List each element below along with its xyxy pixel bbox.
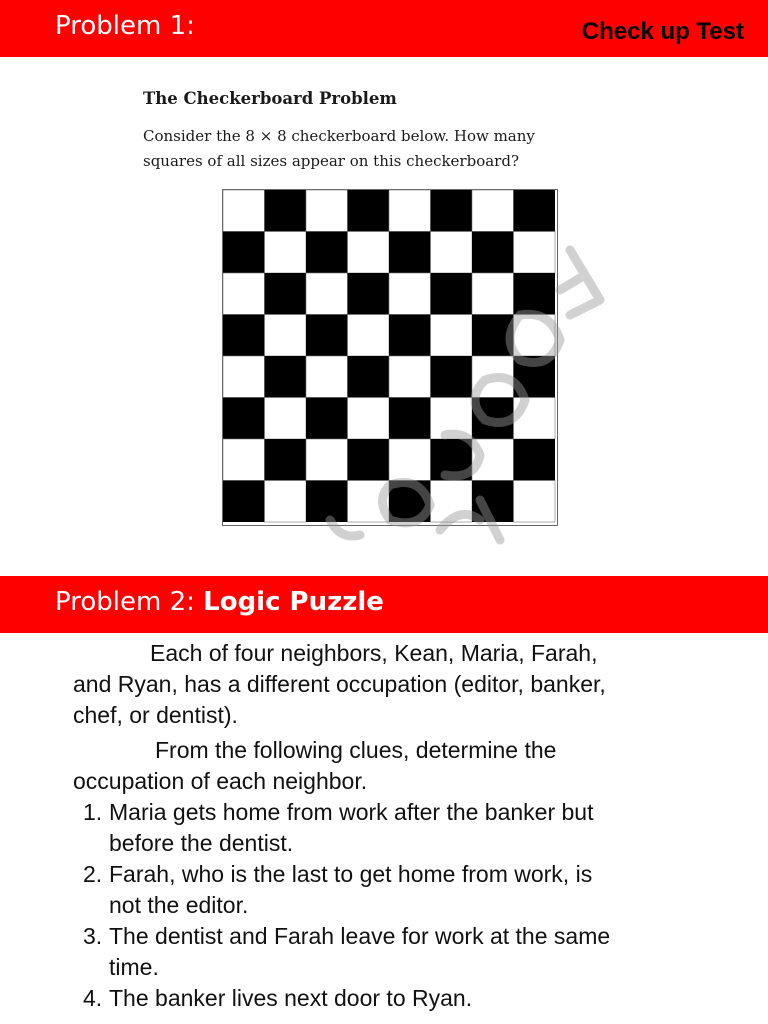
board-square-light [265,481,307,523]
board-square-dark [472,398,514,440]
clue-item [83,797,723,859]
clue-line: The dentist and Farah leave for work at the same [109,923,611,949]
clue-line: Maria gets home from work after the banker but [109,799,594,825]
board-square-dark [514,356,556,398]
board-square-light [389,356,431,398]
checkerboard-image [222,189,558,526]
board-square-dark [348,356,390,398]
instruction-line: From the following clues, determine the [155,737,557,763]
board-square-dark [306,315,348,357]
board-square-dark [514,190,556,232]
board-square-light [265,232,307,274]
board-square-light [431,398,473,440]
board-square-dark [306,398,348,440]
clue-line: The banker lives next door to Ryan. [109,985,473,1011]
logic-puzzle-intro [73,638,713,731]
board-square-light [389,439,431,481]
board-square-dark [389,315,431,357]
clue-line: before the dentist. [109,830,294,856]
board-square-light [265,315,307,357]
clue-line: time. [109,954,159,980]
board-square-light [348,398,390,440]
problem-1-line: squares of all sizes appear on this checkerboard? [143,152,519,170]
board-square-dark [223,315,265,357]
board-square-light [431,481,473,523]
board-square-light [514,232,556,274]
board-square-dark [306,481,348,523]
problem-1-line: Consider the 8 × 8 checkerboard below. How many [143,127,535,145]
check-up-test-label: Check up Test [581,18,744,45]
board-square-dark [348,190,390,232]
clue-line: not the editor. [109,892,249,918]
logic-puzzle-instruction [73,735,713,797]
board-square-light [472,273,514,315]
board-square-dark [223,232,265,274]
board-square-light [472,356,514,398]
checkerboard-problem-heading: The Checkerboard Problem [143,89,397,108]
problem-1-title: Problem 1: [55,11,195,41]
board-square-light [348,315,390,357]
board-square-dark [265,439,307,481]
board-square-light [265,398,307,440]
board-square-dark [514,273,556,315]
problem-2-title-prefix: Problem 2: [55,587,195,617]
board-square-dark [223,481,265,523]
board-square-dark [389,398,431,440]
board-square-light [472,190,514,232]
clue-item [83,859,723,921]
board-square-light [389,190,431,232]
board-square-dark [431,190,473,232]
checkerboard [222,189,558,526]
clue-item [83,983,723,1014]
board-square-dark [514,439,556,481]
board-square-dark [348,439,390,481]
clue-number: 2. [83,861,103,887]
board-square-dark [472,232,514,274]
board-square-light [223,273,265,315]
board-square-light [348,481,390,523]
clue-item [83,921,723,983]
board-square-light [306,356,348,398]
board-square-dark [431,273,473,315]
instruction-line: occupation of each neighbor. [73,768,368,794]
board-square-dark [389,481,431,523]
board-square-dark [389,232,431,274]
header-bar-problem-2 [0,576,768,633]
header-bar-problem-1 [0,0,768,57]
board-square-dark [306,232,348,274]
board-square-dark [472,315,514,357]
board-square-light [431,315,473,357]
board-square-light [472,439,514,481]
board-square-light [389,273,431,315]
board-square-dark [265,273,307,315]
board-square-light [223,439,265,481]
board-square-dark [431,439,473,481]
problem-2-title-bold: Logic Puzzle [203,587,384,617]
board-square-light [514,398,556,440]
board-square-light [431,232,473,274]
intro-line: and Ryan, has a different occupation (editor, banker, [73,671,606,697]
board-square-light [306,190,348,232]
clue-line: Farah, who is the last to get home from work, is [109,861,593,887]
board-square-dark [265,190,307,232]
board-square-dark [223,398,265,440]
clue-number: 3. [83,923,103,949]
board-square-light [348,232,390,274]
board-square-light [306,439,348,481]
intro-line: Each of four neighbors, Kean, Maria, Farah, [150,640,598,666]
board-square-dark [431,356,473,398]
board-square-light [306,273,348,315]
board-square-light [514,315,556,357]
clue-list [83,797,723,1014]
checkerboard-problem-text [143,124,663,174]
clue-number: 4. [83,985,103,1011]
board-square-dark [472,481,514,523]
board-square-dark [348,273,390,315]
clue-number: 1. [83,799,103,825]
board-square-dark [265,356,307,398]
board-square-light [223,190,265,232]
board-square-light [223,356,265,398]
problem-2-title [55,587,384,617]
intro-line: chef, or dentist). [73,702,238,728]
board-square-light [514,481,556,523]
